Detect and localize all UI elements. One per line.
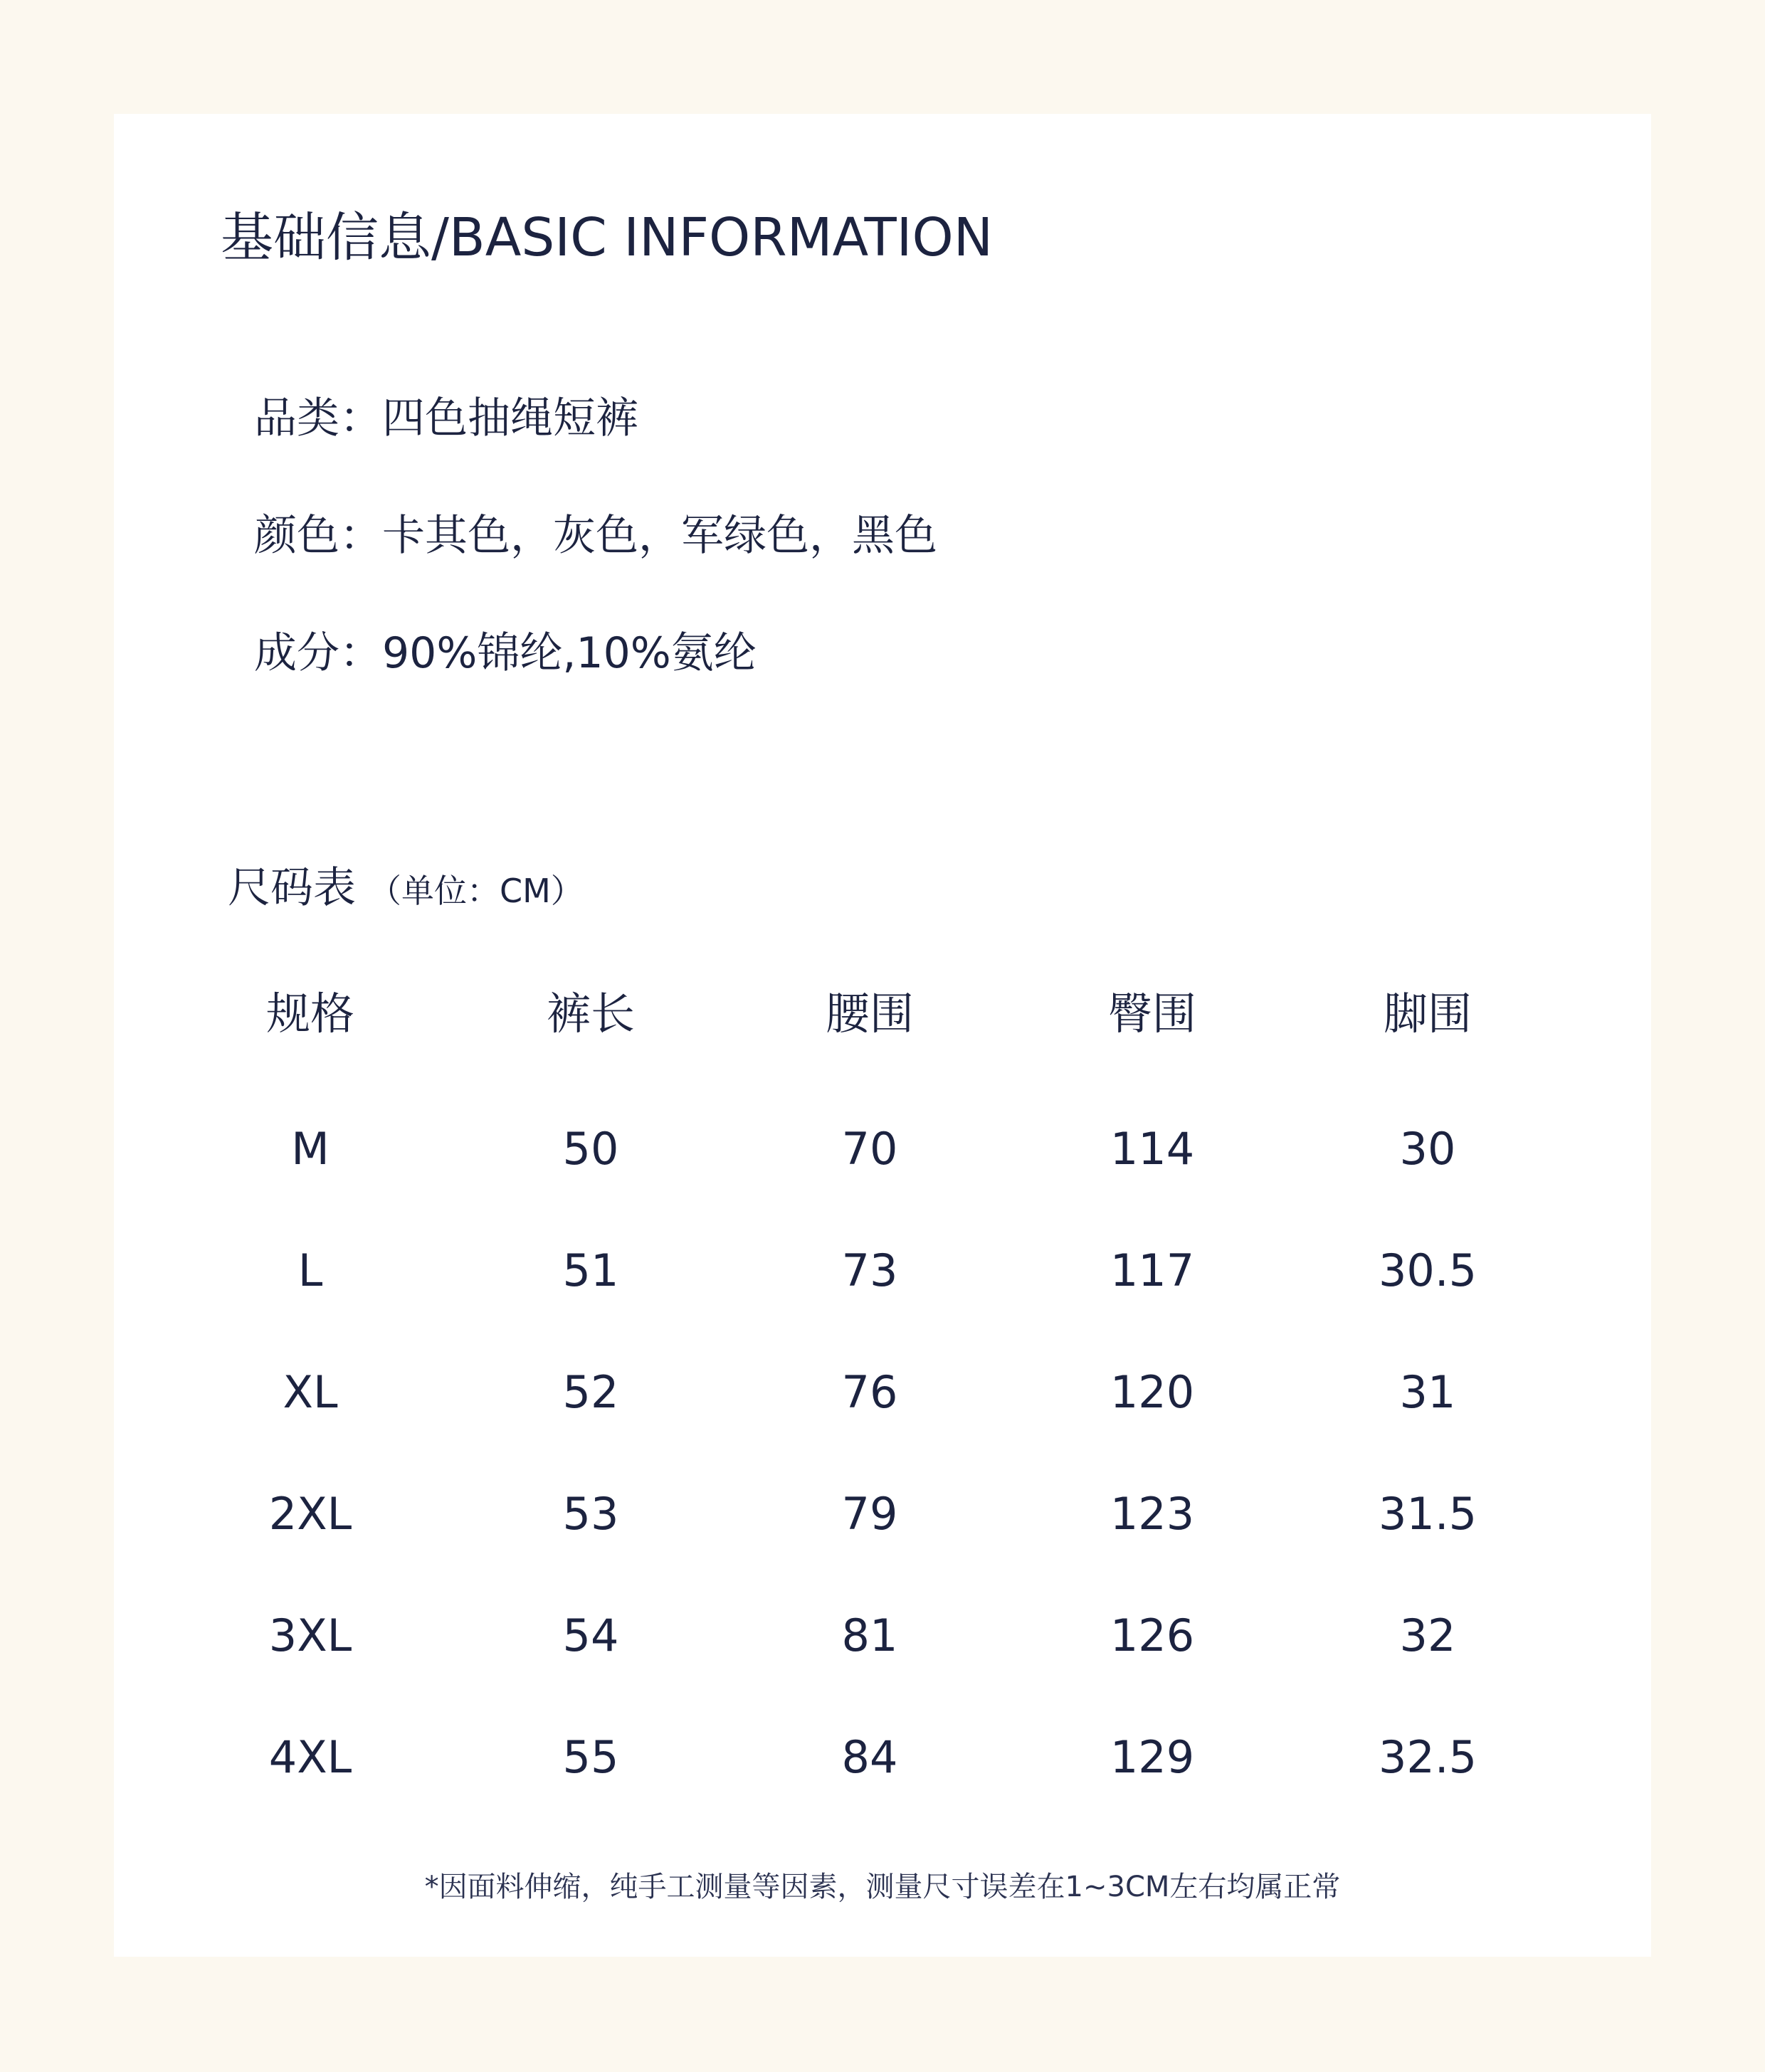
- cell-size: M: [291, 1123, 330, 1175]
- cell-hip: 126: [1110, 1610, 1195, 1661]
- size-chart-title: [228, 854, 584, 915]
- cell-length: 55: [562, 1731, 619, 1783]
- table-row: [114, 1357, 1651, 1479]
- cell-hem: 32: [1399, 1610, 1456, 1661]
- cell-length: 54: [562, 1610, 619, 1661]
- category-line: 品类：四色抽绳短裤: [254, 393, 638, 443]
- size-chart-unit: （单位：CM）: [369, 872, 584, 910]
- color-line: 颜色：卡其色，灰色，军绿色，黑色: [254, 511, 937, 561]
- cell-size: 4XL: [268, 1731, 352, 1783]
- size-chart-title-text: 尺码表: [228, 863, 356, 913]
- cell-length: 53: [562, 1488, 619, 1540]
- header-size: 规格: [265, 988, 354, 1040]
- cell-hem: 30: [1399, 1123, 1456, 1175]
- cell-length: 51: [562, 1244, 619, 1296]
- material-line: 成分：90%锦纶,10%氨纶: [254, 628, 757, 678]
- table-row: [114, 1235, 1651, 1357]
- cell-size: L: [297, 1244, 323, 1296]
- cell-waist: 73: [841, 1244, 898, 1296]
- cell-hip: 129: [1110, 1731, 1195, 1783]
- cell-size: XL: [283, 1366, 338, 1418]
- cell-hem: 32.5: [1378, 1731, 1477, 1783]
- cell-length: 50: [562, 1123, 619, 1175]
- cell-size: 3XL: [268, 1610, 352, 1661]
- size-table: [114, 978, 1651, 1844]
- basic-info-title: 基础信息/BASIC INFORMATION: [221, 207, 994, 268]
- cell-length: 52: [562, 1366, 619, 1418]
- cell-hip: 123: [1110, 1488, 1195, 1540]
- cell-hip: 114: [1110, 1123, 1195, 1175]
- table-row: [114, 1479, 1651, 1600]
- cell-waist: 70: [841, 1123, 898, 1175]
- header-hem: 脚围: [1383, 988, 1472, 1040]
- table-row: [114, 1722, 1651, 1844]
- cell-waist: 81: [841, 1610, 898, 1661]
- cell-waist: 76: [841, 1366, 898, 1418]
- table-row: [114, 1600, 1651, 1722]
- cell-hem: 31: [1399, 1366, 1456, 1418]
- cell-hip: 117: [1110, 1244, 1195, 1296]
- cell-hem: 30.5: [1378, 1244, 1477, 1296]
- table-row: [114, 1114, 1651, 1235]
- header-hip: 臀围: [1107, 988, 1196, 1040]
- header-waist: 腰围: [825, 988, 914, 1040]
- cell-hip: 120: [1110, 1366, 1195, 1418]
- product-info-card: [114, 114, 1651, 1957]
- cell-waist: 84: [841, 1731, 898, 1783]
- cell-size: 2XL: [268, 1488, 352, 1540]
- header-length: 裤长: [546, 988, 635, 1040]
- table-header-row: [114, 978, 1651, 1114]
- cell-hem: 31.5: [1378, 1488, 1477, 1540]
- cell-waist: 79: [841, 1488, 898, 1540]
- measurement-footnote: *因面料伸缩，纯手工测量等因素，测量尺寸误差在1~3CM左右均属正常: [424, 1871, 1341, 1903]
